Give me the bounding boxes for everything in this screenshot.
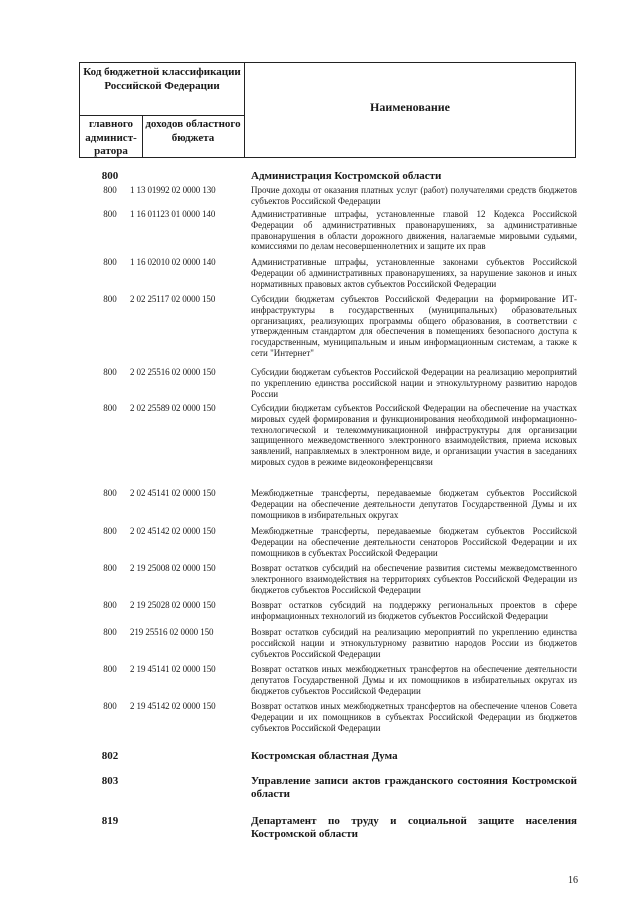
- admin-code: 819: [101, 815, 119, 827]
- admin-code: 800: [103, 294, 117, 304]
- page-number: 16: [568, 875, 578, 886]
- header-name-column: Наименование: [370, 100, 450, 114]
- admin-code: 800: [101, 170, 119, 182]
- header-divider: [80, 115, 244, 116]
- row-name: Управление записи актов гражданского состояния Костромской области: [251, 775, 577, 800]
- row-name: Возврат остатков субсидий на обеспечение развития системы межведомственного электронного взаимодействия на территориях субъектов Российской Федерации из бюджетов субъектов Российской Федерации: [251, 563, 577, 595]
- row-name: Прочие доходы от оказания платных услуг (работ) получателями средств бюджетов субъектов Российской Федерации: [251, 185, 577, 206]
- income-code: 2 19 45142 02 0000 150: [130, 701, 216, 711]
- admin-code: 800: [103, 185, 117, 195]
- income-code: 1 16 01123 01 0000 140: [130, 209, 216, 219]
- header-admin-column: главного админист- ратора: [85, 118, 137, 157]
- table-header: [79, 62, 576, 158]
- income-code: 2 02 25117 02 0000 150: [130, 294, 216, 304]
- row-name: Костромская областная Дума: [251, 750, 398, 762]
- income-code: 2 02 45142 02 0000 150: [130, 526, 216, 536]
- income-code: 2 02 25516 02 0000 150: [130, 367, 216, 377]
- admin-code: 800: [103, 600, 117, 610]
- header-income-column: доходов областного бюджета: [145, 118, 241, 144]
- income-code: 219 25516 02 0000 150: [130, 627, 214, 637]
- admin-code: 800: [103, 563, 117, 573]
- admin-code: 802: [101, 750, 119, 762]
- income-code: 2 19 45141 02 0000 150: [130, 664, 216, 674]
- row-name: Возврат остатков иных межбюджетных трансфертов на обеспечение деятельности депутатов Государственной Думы и их помощников в избирательных округах из бюджетов субъектов Российской Федерации: [251, 664, 577, 696]
- admin-code: 800: [103, 526, 117, 536]
- header-code-group: Код бюджетной классификации Российской Федерации: [83, 66, 241, 92]
- row-name: Возврат остатков субсидий на реализацию мероприятий по укреплению единства российской нации и этнокультурному развитию народов России из бюджетов субъектов Российской Федерации: [251, 627, 577, 659]
- row-name: Возврат остатков иных межбюджетных трансфертов на обеспечение членов Совета Федерации и их помощников в субъектах Российской Федерации из бюджетов субъектов Российской Федерации: [251, 701, 577, 733]
- admin-code: 800: [103, 488, 117, 498]
- row-name: Субсидии бюджетам субъектов Российской Федерации на реализацию мероприятий по укреплению единства российской нации и этнокультурному развитию народов России: [251, 367, 577, 399]
- row-name: Департамент по труду и социальной защите населения Костромской области: [251, 815, 577, 840]
- admin-code: 803: [101, 775, 119, 787]
- income-code: 2 02 45141 02 0000 150: [130, 488, 216, 498]
- income-code: 2 19 25028 02 0000 150: [130, 600, 216, 610]
- row-name: Межбюджетные трансферты, передаваемые бюджетам субъектов Российской Федерации на обеспечение деятельности сенаторов Российской Федерации и их помощников в субъектах Российской Федерации: [251, 526, 577, 558]
- admin-code: 800: [103, 701, 117, 711]
- admin-code: 800: [103, 627, 117, 637]
- income-code: 2 02 25589 02 0000 150: [130, 403, 216, 413]
- admin-code: 800: [103, 664, 117, 674]
- row-name: Администрация Костромской области: [251, 170, 442, 182]
- admin-code: 800: [103, 209, 117, 219]
- admin-code: 800: [103, 257, 117, 267]
- row-name: Субсидии бюджетам субъектов Российской Федерации на обеспечение на участках мировых судей формирования и функционирования необходимой информационно-технологической и телекоммуникационной инфраструктуры для организации защищенного межведомственного электронного взаимодействия, приема исковых заявлений, направляемых в электронном виде, и организации участия в заседаниях мировых судов в режиме видеоконференцсвязи: [251, 403, 577, 467]
- row-name: Субсидии бюджетам субъектов Российской Федерации на формирование ИТ-инфраструктуры в государственных (муниципальных) образовательных организациях, реализующих программы общего образования, в соответствии с утвержденным стандартом для обеспечения в помещениях безопасного доступа к государственным, муниципальным и иным информационным системам, а также к сети "Интернет": [251, 294, 577, 358]
- income-code: 1 13 01992 02 0000 130: [130, 185, 216, 195]
- row-name: Возврат остатков субсидий на поддержку региональных проектов в сфере информационных технологий из бюджетов субъектов Российской Федерации: [251, 600, 577, 621]
- admin-code: 800: [103, 403, 117, 413]
- income-code: 2 19 25008 02 0000 150: [130, 563, 216, 573]
- row-name: Административные штрафы, установленные законами субъектов Российской Федерации об административных правонарушениях, за нарушение законов и иных нормативных правовых актов субъектов Российской Федерации: [251, 257, 577, 289]
- admin-code: 800: [103, 367, 117, 377]
- row-name: Административные штрафы, установленные главой 12 Кодекса Российской Федерации об административных правонарушениях, за административные правонарушения в области дорожного движения, налагаемые мировыми судьями, комиссиями по делам несовершеннолетних и защите их прав: [251, 209, 577, 252]
- row-name: Межбюджетные трансферты, передаваемые бюджетам субъектов Российской Федерации на обеспечение деятельности депутатов Государственной Думы и их помощников в избирательных округах: [251, 488, 577, 520]
- income-code: 1 16 02010 02 0000 140: [130, 257, 216, 267]
